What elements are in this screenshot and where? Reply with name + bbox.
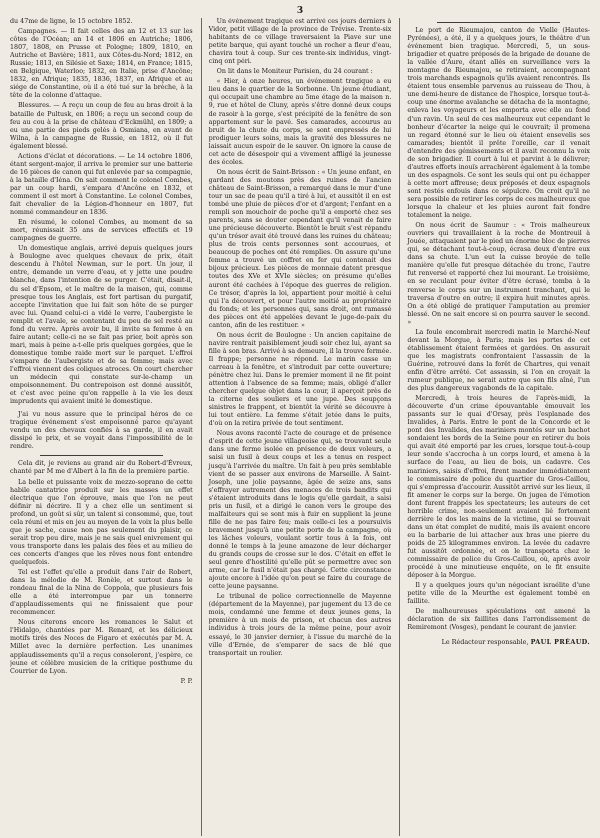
columns <box>10 18 590 836</box>
article-paragraph: Un événement tragique est arrivé ces jours derniers à Vidor, petit village de la province de Trévise. Trente-six habitants de ce village traversaient la Piave sur une petite barque, qui ayant touché un rocher a fleur d'eau, chavira tout à coup. Sur ces trente-six individus, vingt-cinq ont péri. <box>208 18 392 66</box>
article-paragraph: J'ai vu nous assure que le principal héros de ce tragique événement s'est empoisonné parce qu'ayant vendu un des chevaux confiés à sa garde, il en avait dissipé le prix, et se voyait dans l'impossibilité de le rendre. <box>10 411 193 451</box>
section-divider <box>40 455 163 456</box>
article-paragraph: du 47me de ligne, le 15 octobre 1852. <box>10 18 133 25</box>
article-paragraph: Un domestique anglais, arrivé depuis quelques jours à Boulogne avec quelques chevaux de prix, était descendu à l'hôtel Newman, sur le port. Un jour, il entre, demande un verre d'eau, et y jette une poudre blanche, dans l'intention de se purger. C'était, disait-il, du sel d'Epsom, et le maître de la maison, qui, comme presque tous les Anglais, est fort partisan du purgatif, accepte l'invitation que lui fait son hôte de se purger avec lui. Quand celui-ci a vidé le verre, l'aubergiste le remplit et l'avale, se contentant du peu de sel resté au fond du verre. Après avoir bu, il invite sa femme à en faire autant; celle-ci ne se fait pas prier, boit après son mari, mais à peine a-t-elle pris quelques gorgées, que le domestique tombe raide mort sur le parquet. L'effroi s'empare de l'aubergiste et de sa femme; mais avec l'effroi viennent des coliques atroces. On court chercher un médecin qui constate sur-le-champ un empoisonnement. Du contrepoison est donné aussitôt, et c'est avec peine qu'on rappelle à la vie les deux imprudents qui avaient imité le domestique. <box>10 245 193 406</box>
article-paragraph: On nous écrit de Saumur : « Trois malheureux ouvriers qui travaillaient à la roche de Montreuil à Jouée, attaquaient par le pied un énorme bloc de pierres qui, se détachant tout-à-coup, écrasa deux d'entre eux dans sa chute. L'un eut la cuisse broyée de telle manière qu'elle fut presque détachée du tronc, l'autre fut renversé et rapporté chez lui mourant. Le troisième, en se reculant pour éviter d'être écrasé, tomba à la renverse le corps sur un instrument tranchant, qui le traversa d'outre en outre; il expira huit minutes après. On a été obligé de pratiquer l'amputation au premier blessé. On ne sait encore si on pourra sauver le second. » <box>407 222 591 326</box>
article-paragraph: Nous avons raconté l'acte de courage et de présence d'esprit de cette jeune villageoise qui, se trouvant seule dans une ferme isolée en présence de deux voleurs, a saisi un fusil à deux coups et les a tenus en respect jusqu'à l'arrivée du maître. Un fait à peu près semblable vient de se passer aux environs de Marseille. À Saint-Joseph, une jolie paysanne, âgée de seize ans, sans s'effrayer autrement des menaces de trois bandits qui s'étaient introduits dans le logis qu'elle gardait, a saisi pris un fusil, et a dirigé le canon vers le groupe des malfaiteurs qui se sont mis à fuir en supplient la jeune fille de ne pas faire feu; mais celle-ci les a poursuivis bravement jusqu'à une petite porte de la campagne, où les lâches voleurs, voulant sortir tous à la fois, ont donné le temps à la jeune amazone de leur décharger du grands coups de crosse sur le dos. C'était en effet le seul genre d'hostilité qu'elle pût se permettre avec son arme, car le fusil n'était pas chargé. Cette circonstance ajoute encore à l'idée qu'on peut se faire du courage de cette jeune paysanne. <box>208 430 392 591</box>
article-paragraph: Campagnes. — Il fait celles des an 12 et 13 sur les côtes de l'Océan; an 14 et 1806 en Autriche; 1806, 1807, 1808, en Prusse et Pologne; 1809, 1810, en Autriche et Bavière; 1811, aux Côtes-du-Nord; 1812, en Russie; 1813, en Silésie et Saxe; 1814, en France; 1815, en Belgique, Waterloo; 1832, en Italie, prise d'Ancône; 1832, en Afrique; 1835, 1836, 1837, en Afrique et au siége de Constantine, où il a été tué sur la brèche, à la tête de la colonne d'attaque. <box>10 28 193 100</box>
editor-signature: Le Rédacteur responsable, PAUL PRÉAUD. <box>441 638 591 647</box>
column-right <box>399 18 590 836</box>
article-paragraph: La belle et puissante voix de mezzo-soprano de cette habile cantatrice produit sur les masses un effet électrique que l'on éprouve, mais que l'on ne peut définir ni décrire. Il y a chez elle un sentiment si profond, un goût si sûr, un talent si consommé, que, tout cela réuni et mis en jeu au moyen de la voix la plus belle que je sache, cause non pas seulement du plaisir, ce serait trop peu dire, mais je ne sais quel enivrement qui vous transporte dans les palais des fées et au milieu de ces concerts d'anges que les rêves nous font entendre quelquefois. <box>10 478 193 566</box>
article-paragraph: Le port de Rieumajou, canton de Vielle (Hautes-Pyrénées), a été, il y a quelques jours, le théâtre d'un événement bien tragique. Mercredi, 5, un sous-brigadier et quatre préposés de la brigade de douane de la vallée d'Aure, étant allés en surveillance vers la montagne de Rieumajou, se retiraient, accompagnant trois marchands espagnols qu'ils avaient rencontrés. Ils étaient tous ensemble parvenus au ruisseau de Thou, à une demi-heure de distance de l'hospice, lorsque tout-à-coup une énorme avalanche se détacha de la montagne, enleva les voyageurs et les emporta avec elle au fond d'un ravin. Un seul de ces malheureux eut cependant le bonheur d'écarter la neige qui le couvrait; il promena un regard étonné sur le lieu où étaient ensevelis ses camarades; bientôt il prête l'oreille, car il venait d'entendre des gémissements et il avait reconnu la voix de son brigadier. Il court à lui et parvint à le délivrer; d'autres efforts inouïs arrachèrent également à la tombe un des espagnols. Ce sont les seuls qui ont pu échapper à cette mort affreuse; deux préposés et deux espagnols sont restés enfouis dans ce sépulcre. On croit qu'il ne sera possible de retirer les corps de ces malheureux que lorsque la chaleur et les pluies auront fait fondre totalement la neige. <box>407 27 591 220</box>
article-paragraph: Blessures. — A reçu un coup de feu au bras droit à la bataille de Pultusk, en 1806; a reçu un second coup de feu au cou à la prise de château d'Eckmühl, en 1809; a eu une partie des pieds gelés à Osmiana, en avant de Wilna, à la campagne de Russie, en 1812, où il fut également blessé. <box>10 102 193 150</box>
article-paragraph: Le tribunal de police correctionnelle de Mayenne (département de la Mayenne), par jugement du 13 de ce mois, condamné une femme et deux jeunes gens, la première à un mois de prison, et chacun des autres individus à trois jours de la même peine, pour avoir essayé, le 30 janvier dernier, à l'issue du marché de la ville d'Ernée, de s'emparer de sacs de blé que transportait un roulier. <box>208 593 392 657</box>
column-left <box>10 18 193 836</box>
article-paragraph: « Hier, à onze heures, un événement tragique a eu lieu dans le quartier de la Sorbonne. Un jeune étudiant, qui occupait une chambre au 5me étage de la maison n. 9, rue et hôtel de Cluny, après s'être donné deux coups de rasoir à la gorge, s'est précipité de la fenêtre de son appartement sur le pavé. Ses camarades, accourus au bruit de la chute du corps, se sont empressés de lui prodiguer leurs soins, mais la gravité des blessures ne laissait aucun espoir de le sauver. On ignore la cause de cet acte de désespoir qui a vivement affligé la jeunesse des écoles. <box>208 78 392 166</box>
article-paragraph: La foule encombrait mercredi matin le Marché-Neuf devant la Morgue, à Paris; mais les portes de cet établissement étaient fermées et gardées. On assurait que les magistrats confrontaient l'assassin de la Guérine, retrouvé dans la forêt de Chartres, qui venait enfin d'être arrêté. Cet assassin, si l'on en croyait la rumeur publique, ne serait autre que son fils aîné, l'un des plus dangereux vagabonds de la capitale. <box>407 328 591 393</box>
article-paragraph: Mercredi, à trois heures de l'après-midi, la découverte d'un crime épouvantable émouvait les passants sur le quai d'Orsay, près l'esplanade des Invalides, à Paris. Entre le pont de la Concorde et le pont des Invalides, des mariniers montés sur un bachot sondaient les bords de la Seine pour en retirer du bois qui avait été emporté par les crues, lorsque tout-à-coup leur sonde s'accrocha à un corps lourd, et amena à la surface de l'eau, au lieu de bois, un cadavre. Ces mariniers, saisis d'effroi, firent mander immédiatement le commissaire de police du quartier du Gros-Caillou, qui s'empressa d'accourir. Aussitôt arrivé sur les lieux, il fit amener le corps sur la berge. On jugea de l'émotion dont furent frappés les spectateurs; les auteurs de cet horrible crime, non-seulement avaient lié fortement derrière le dos les mains de la victime, qui se trouvait dans un état complet de nudité, mais ils avaient encore eu la barbarie de lui attacher aux bras une pierre du poids de 25 kilogrammes environ. La levée du cadavre fut aussitôt ordonnée, et on le transporta chez le commissaire de police du Gros-Caillou, où, après avoir procédé à une minutieuse enquête, on le fit ensuite déposer à la Morgue. <box>407 395 591 580</box>
signature: P. P. <box>180 677 193 685</box>
article-paragraph: Tel est l'effet qu'elle a produit dans l'air de Robert, dans la mélodie de M. Ronèle, et surtout dans le rondeau final de la Nina de Coppola, que plusieurs fois elle a été interrompue par un tonnerre d'applaudissements qui ne finissaient que pour recommencer. <box>10 569 193 617</box>
article-paragraph: En résumé, le colonel Combes, au moment de sa mort, réunissait 35 ans de services effectifs et 19 campagnes de guerre. <box>10 219 193 243</box>
article-paragraph: On nous écrit de Boulogne : Un ancien capitaine de navire rentrait paisiblement jeudi soir chez lui, ayant sa fille à son bras. Arrivé à sa demeure, il la trouve fermée. Il frappe; personne ne répond. Le marin casse un carreau à la fenêtre, et s'introduit par cette ouverture; pénètre chez lui. Dans le premier moment il ne fit point attention à l'absence de sa femme; mais, obligé d'aller chercher quelque objet dans la cour, il aperçoit près de la citerne des souliers et une jupe. Des soupçons sinistres le frappent, et bientôt la vérité se découvre à lui tout entière. La femme s'était jetée dans le puits, d'où on la retira privée de tout sentiment. <box>208 331 392 428</box>
section-divider <box>437 22 560 23</box>
article-paragraph: Cela dit, je reviens au grand air du Robert-d'Évreux, chanté par M me d'Albert à la fin de la première partie. <box>10 460 193 476</box>
column-middle <box>201 18 392 836</box>
article-paragraph: Actions d'éclat et décorations. — Le 14 octobre 1806, étant sergent-major, il arriva le premier sur une batterie de 16 pièces de canon qui fut enlevée par sa compagnie, à la bataille d'Iéna. On sait comment le colonel Combes, par un coup hardi, s'empara d'Ancône en 1832, et comment il est mort à Constantine. Le colonel Combes, fait chevalier de la Légion-d'honneur en 1807, fut nommé commandeur en 1836. <box>10 152 193 217</box>
article-paragraph: On lit dans le Moniteur Parisien, du 24 courant : <box>216 68 373 76</box>
article-paragraph: Nous citerons encore les romances le Salut et l'Hidalgo, chantées par M. Renard, et les délicieux motifs tirés des Noces de Figaro et exécutés par M. A. Millet avec la dernière perfection. Les unanimes applaudissements qu'il a reçus consoleront, j'espère, ce jeune et célèbre musicien de la critique posthume du Courrier de Lyon. <box>10 619 193 675</box>
article-paragraph: On nous écrit de Saint-Brisson : « Un jeune enfant, en gardant des moutons près des ruines de l'ancien château de Saint-Brisson, a remarqué dans le mur d'une tour un sac de peau qu'il a tiré à lui, et aussitôt il en est tombé une pluie de pièces d'or et d'argent; l'enfant en a rempli son mouchoir de poche qu'il a emporté chez ses parents, sans se douter cependant qu'il venait de faire une précieuse découverte. Bientôt le bruit s'est répandu qu'un trésor avait été trouvé dans les ruines du château; plus de trois cents personnes sont accourues, et beaucoup de poches ont été remplies. On assure qu'une femme a trouvé un coffret en fer qui contenait des bijoux précieux. Les pièces de monnaie datent presque toutes des XVe et XVIe siècles; on présume qu'elles auront été cachées à l'époque des guerres de religion. Ce trésor, d'après la loi, appartient pour moitié à celui qui l'a découvert, et pour l'autre moitié au propriétaire du fonds; et les personnes qui, sans droit, ont ramassé des pièces ont été appelées devant le juge-de-paix du canton, afin de les restituer. » <box>208 168 392 329</box>
article-paragraph: De malheureuses spéculations ont amené la déclaration de six faillites dans l'arrondissement de Remiremont (Vosges), pendant le courant de janvier. <box>407 608 591 632</box>
article-paragraph: Il y a quelques jours qu'un négociant israélite d'une petite ville de la Meurthe est également tombé en faillite. <box>407 582 591 606</box>
page-number: 3 <box>296 6 304 16</box>
